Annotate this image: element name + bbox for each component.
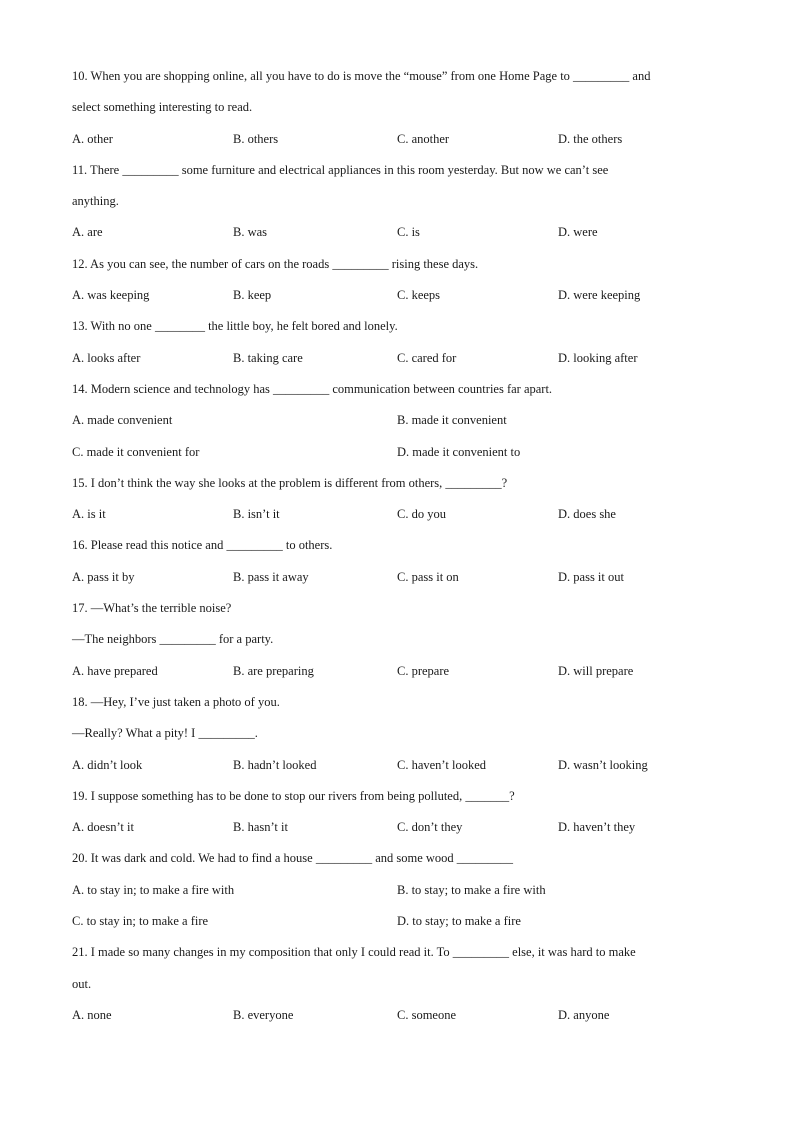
options-row xyxy=(72,1000,722,1031)
answer-option: C. someone xyxy=(397,1007,457,1022)
question-stem: 10. When you are shopping online, all you have to do is move the “mouse” from one Home Page to _________ and xyxy=(72,69,651,83)
answer-option: C. to stay in; to make a fire xyxy=(72,914,209,929)
answer-option: C. cared for xyxy=(397,350,457,365)
answer-option: B. taking care xyxy=(233,350,303,365)
options-row xyxy=(72,750,722,781)
answer-option: B. others xyxy=(233,131,279,146)
question-item xyxy=(72,155,722,249)
answer-option: A. is it xyxy=(72,507,106,522)
question-stem: 17. —What’s the terrible noise? xyxy=(72,601,232,616)
question-item xyxy=(72,687,722,781)
question-sheet xyxy=(72,61,722,1031)
options-row xyxy=(72,906,722,937)
answer-option: D. looking after xyxy=(558,350,638,365)
answer-option: D. does she xyxy=(558,507,616,522)
answer-option: D. anyone xyxy=(558,1007,610,1022)
question-stem: 14. Modern science and technology has _________ communication between countries far apart. xyxy=(72,381,553,396)
answer-option: C. don’t they xyxy=(397,820,463,835)
question-stem-continued: —The neighbors _________ for a party. xyxy=(72,632,274,647)
options-row xyxy=(72,405,722,436)
answer-option: B. isn’t it xyxy=(233,507,280,522)
question-stem-continued: anything. xyxy=(72,194,119,209)
answer-option: A. none xyxy=(72,1007,112,1022)
options-row xyxy=(72,499,722,530)
question-stem: 16. Please read this notice and _________ to others. xyxy=(72,538,333,553)
answer-option: B. everyone xyxy=(233,1007,294,1022)
question-item xyxy=(72,530,722,593)
question-item xyxy=(72,843,722,937)
answer-option: C. made it convenient for xyxy=(72,444,200,459)
answer-option: D. will prepare xyxy=(558,663,634,678)
question-item xyxy=(72,781,722,844)
answer-option: A. didn’t look xyxy=(72,757,143,772)
answer-option: D. the others xyxy=(558,131,623,146)
answer-option: B. was xyxy=(233,225,268,240)
question-item xyxy=(72,468,722,531)
question-stem: 12. As you can see, the number of cars on the roads _________ rising these days. xyxy=(72,256,479,271)
options-row xyxy=(72,656,722,687)
options-row xyxy=(72,437,722,468)
answer-option: D. wasn’t looking xyxy=(558,757,648,772)
answer-option: D. haven’t they xyxy=(558,820,636,835)
answer-option: A. doesn’t it xyxy=(72,820,134,835)
answer-option: D. were xyxy=(558,225,598,240)
options-row xyxy=(72,562,722,593)
answer-option: A. made convenient xyxy=(72,413,173,428)
question-stem-continued: select something interesting to read. xyxy=(72,100,253,115)
answer-option: D. to stay; to make a fire xyxy=(397,914,521,929)
options-row xyxy=(72,217,722,248)
answer-option: C. is xyxy=(397,225,420,240)
question-stem: 20. It was dark and cold. We had to find a house _________ and some wood _________ xyxy=(72,851,514,866)
question-stem-continued: —Really? What a pity! I _________. xyxy=(72,726,258,741)
answer-option: B. to stay; to make a fire with xyxy=(397,882,546,897)
answer-option: B. pass it away xyxy=(233,569,309,584)
answer-option: C. haven’t looked xyxy=(397,757,486,772)
answer-option: A. other xyxy=(72,131,113,146)
answer-option: A. are xyxy=(72,225,103,240)
answer-option: A. looks after xyxy=(72,350,141,365)
answer-option: D. made it convenient to xyxy=(397,444,521,459)
question-item xyxy=(72,593,722,687)
question-stem: 18. —Hey, I’ve just taken a photo of you. xyxy=(72,694,280,709)
question-item xyxy=(72,311,722,374)
options-row xyxy=(72,280,722,311)
options-row xyxy=(72,124,722,155)
answer-option: A. pass it by xyxy=(72,569,135,584)
question-item xyxy=(72,937,722,1031)
answer-option: B. hadn’t looked xyxy=(233,757,317,772)
question-item xyxy=(72,61,722,155)
question-stem: 21. I made so many changes in my composition that only I could read it. To _________ else, it was hard to make xyxy=(72,945,636,960)
options-row xyxy=(72,343,722,374)
question-stem: 13. With no one ________ the little boy, he felt bored and lonely. xyxy=(72,319,398,334)
question-item xyxy=(72,374,722,468)
answer-option: C. another xyxy=(397,131,450,146)
question-stem: 19. I suppose something has to be done to stop our rivers from being polluted, _______? xyxy=(72,788,515,803)
answer-option: C. prepare xyxy=(397,663,450,678)
answer-option: B. are preparing xyxy=(233,663,314,678)
question-stem-continued: out. xyxy=(72,976,92,991)
answer-option: D. pass it out xyxy=(558,569,624,584)
question-stem: 15. I don’t think the way she looks at the problem is different from others, _________? xyxy=(72,475,508,490)
answer-option: C. pass it on xyxy=(397,569,459,584)
answer-option: A. to stay in; to make a fire with xyxy=(72,882,235,897)
question-item xyxy=(72,249,722,312)
answer-option: C. do you xyxy=(397,507,446,522)
answer-option: B. keep xyxy=(233,288,272,303)
answer-option: D. were keeping xyxy=(558,288,641,303)
answer-option: A. was keeping xyxy=(72,288,150,303)
answer-option: B. hasn’t it xyxy=(233,820,288,835)
options-row xyxy=(72,875,722,906)
answer-option: A. have prepared xyxy=(72,663,158,678)
question-stem: 11. There _________ some furniture and electrical appliances in this room yesterday. But now we can’t see xyxy=(72,162,609,177)
options-row xyxy=(72,812,722,843)
answer-option: B. made it convenient xyxy=(397,413,507,428)
answer-option: C. keeps xyxy=(397,288,441,303)
